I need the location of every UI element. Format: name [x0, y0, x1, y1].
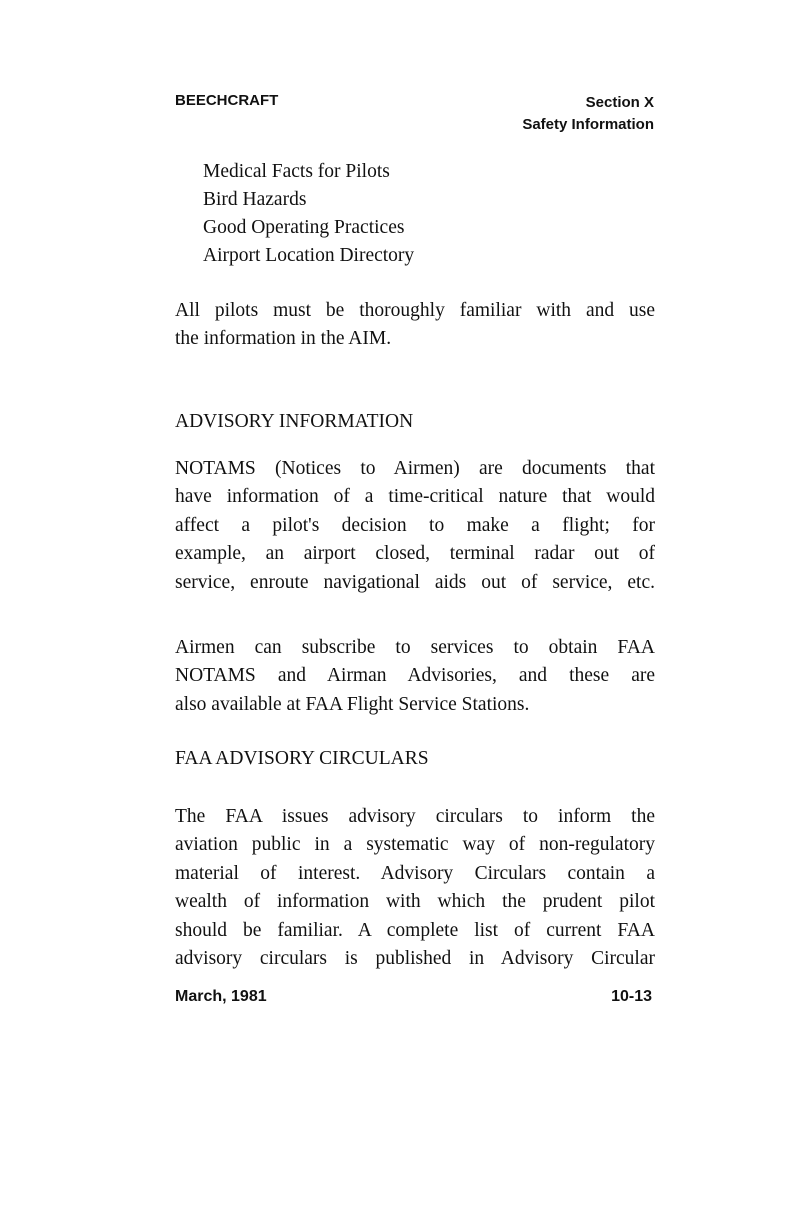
text-line: aviation public in a systematic way of non-regulatory — [175, 834, 655, 856]
text-line: NOTAMS and Airman Advisories, and these are — [175, 665, 655, 687]
text-line: have information of a time-critical nature that would — [175, 486, 655, 508]
text-line: material of interest. Advisory Circulars contain a — [175, 862, 655, 884]
list-item: Medical Facts for Pilots — [203, 161, 390, 182]
header-manufacturer: BEECHCRAFT — [175, 92, 279, 109]
section-number: Section X — [585, 94, 654, 111]
text-line: All pilots must be thoroughly familiar with and use — [175, 300, 655, 321]
aim-paragraph — [175, 297, 655, 354]
section-title: Safety Information — [522, 116, 654, 133]
text-line: advisory circulars is published in Advisory Circular — [175, 948, 655, 970]
header-section — [522, 92, 654, 136]
footer-date: March, 1981 — [175, 988, 267, 1005]
text-line: The FAA issues advisory circulars to inform the — [175, 806, 655, 827]
list-item: Bird Hazards — [203, 189, 307, 210]
topic-list — [203, 158, 414, 270]
notams-paragraph — [175, 455, 655, 597]
text-line: affect a pilot's decision to make a flight; for — [175, 514, 655, 536]
subscribe-paragraph — [175, 634, 655, 719]
advisory-heading: ADVISORY INFORMATION — [175, 411, 414, 432]
list-item: Airport Location Directory — [203, 245, 415, 266]
text-line: wealth of information with which the prudent pilot — [175, 891, 655, 913]
text-line: should be familiar. A complete list of current FAA — [175, 919, 655, 941]
text-line: Airmen can subscribe to services to obtain FAA — [175, 637, 655, 658]
list-item: Good Operating Practices — [203, 217, 405, 238]
text-line: also available at FAA Flight Service Stations. — [175, 693, 530, 715]
circulars-heading: FAA ADVISORY CIRCULARS — [175, 748, 429, 769]
page-number: 10-13 — [611, 988, 652, 1005]
circulars-paragraph — [175, 803, 655, 973]
text-line: example, an airport closed, terminal radar out of — [175, 543, 655, 565]
text-line: the information in the AIM. — [175, 328, 392, 350]
text-line: service, enroute navigational aids out of service, etc. — [175, 571, 655, 593]
text-line: NOTAMS (Notices to Airmen) are documents that — [175, 458, 655, 479]
